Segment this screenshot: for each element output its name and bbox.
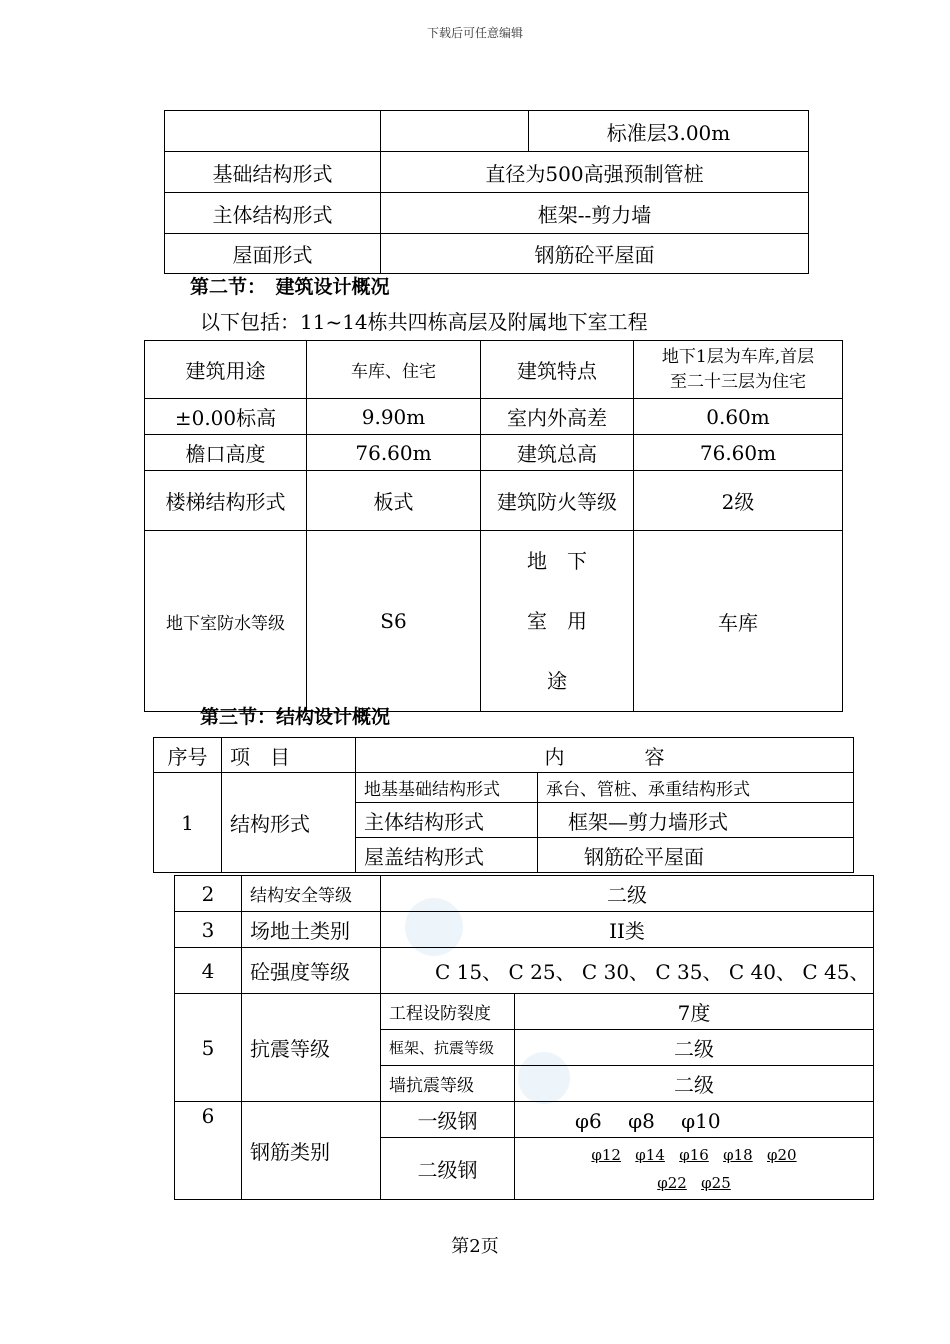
cell-sub-value: 框架—剪力墙形式 xyxy=(538,803,854,838)
cell-no: 4 xyxy=(175,948,242,994)
rebar-line-1: φ12 φ14 φ16 φ18 φ20 xyxy=(591,1145,797,1164)
cell-basement-use-label xyxy=(481,531,634,712)
basement-use-line-3: 途 xyxy=(547,669,567,693)
cell-item: 砼强度等级 xyxy=(242,948,381,994)
cell-stair-label: 楼梯结构形式 xyxy=(145,471,307,531)
table-row xyxy=(154,738,854,773)
cell-feature-label: 建筑特点 xyxy=(481,341,634,399)
table-row xyxy=(145,471,843,531)
header-no: 序号 xyxy=(154,738,222,773)
table-row xyxy=(175,912,874,948)
cell-no: 3 xyxy=(175,912,242,948)
cell-item: 结构形式 xyxy=(222,773,356,873)
cell-sub-label: 框架、抗震等级 xyxy=(381,1030,515,1066)
header-item: 项 目 xyxy=(222,738,356,773)
cell-sub-label: 地基基础结构形式 xyxy=(356,773,538,803)
basement-use-line-2: 室 用 xyxy=(527,609,587,633)
table-row xyxy=(175,948,874,994)
table-architecture xyxy=(144,340,843,712)
cell-height-diff-label: 室内外高差 xyxy=(481,399,634,435)
page-number: 第2页 xyxy=(451,1236,499,1257)
cell-label: 主体结构形式 xyxy=(165,193,381,234)
cell-sub-value xyxy=(515,1138,874,1200)
table-structure-form xyxy=(153,737,854,873)
cell-sub-value: 二级 xyxy=(515,1030,874,1066)
cell-sub-label: 墙抗震等级 xyxy=(381,1066,515,1102)
table-row xyxy=(175,1102,874,1138)
table-row xyxy=(165,111,809,152)
rebar-line-2: φ22 φ25 xyxy=(657,1173,731,1192)
cell-no: 1 xyxy=(154,773,222,873)
cell-total-height: 76.60m xyxy=(634,435,843,471)
table-row xyxy=(175,994,874,1030)
cell-value: 钢筋砼平屋面 xyxy=(381,234,809,274)
table-row xyxy=(145,531,843,712)
table-structure-details xyxy=(174,875,874,1200)
cell-stair: 板式 xyxy=(307,471,481,531)
table-row xyxy=(145,435,843,471)
cell-item: 结构安全等级 xyxy=(242,876,381,912)
cell-sub-label: 一级钢 xyxy=(381,1102,515,1138)
table-row xyxy=(165,152,809,193)
cell-label: 基础结构形式 xyxy=(165,152,381,193)
feature-line-2: 至二十三层为住宅 xyxy=(670,371,806,392)
cell-height-diff: 0.60m xyxy=(634,399,843,435)
header-content: 内 容 xyxy=(356,738,854,773)
cell-label: 屋面形式 xyxy=(165,234,381,274)
cell-value: 直径为500高强预制管桩 xyxy=(381,152,809,193)
cell-building-use: 车库、住宅 xyxy=(307,341,481,399)
section-2-title: 第二节： 建筑设计概况 xyxy=(190,276,390,298)
cell-sub-label: 二级钢 xyxy=(381,1138,515,1200)
cell-value: 框架--剪力墙 xyxy=(381,193,809,234)
cell-total-height-label: 建筑总高 xyxy=(481,435,634,471)
cell-sub-value: 二级 xyxy=(515,1066,874,1102)
cell-sub-label: 主体结构形式 xyxy=(356,803,538,838)
cell-item: 抗震等级 xyxy=(242,994,381,1102)
table-row xyxy=(145,341,843,399)
cell-sub-value: φ6 φ8 φ10 xyxy=(515,1102,874,1138)
cell-sub-value: 钢筋砼平屋面 xyxy=(538,838,854,873)
section-3-title: 第三节：结构设计概况 xyxy=(200,706,391,728)
cell-item: 钢筋类别 xyxy=(242,1102,381,1200)
cell-eave-label: 檐口高度 xyxy=(145,435,307,471)
cell-value: II类 xyxy=(381,912,874,948)
table-row xyxy=(165,193,809,234)
cell-building-use-label: 建筑用途 xyxy=(145,341,307,399)
feature-line-1: 地下1层为车库,首层 xyxy=(661,346,815,367)
table-row xyxy=(165,234,809,274)
cell-sub-value: 7度 xyxy=(515,994,874,1030)
table-basic-structure xyxy=(164,110,809,274)
cell-no: 5 xyxy=(175,994,242,1102)
cell-no: 2 xyxy=(175,876,242,912)
header-note: 下载后可任意编辑 xyxy=(426,26,523,40)
cell-value: C 15、 C 25、 C 30、 C 35、 C 40、 C 45、 xyxy=(381,948,874,994)
cell-eave: 76.60m xyxy=(307,435,481,471)
cell-feature xyxy=(634,341,843,399)
cell-basement-use: 车库 xyxy=(634,531,843,712)
table-row xyxy=(154,773,854,803)
cell-sub-label: 屋盖结构形式 xyxy=(356,838,538,873)
basement-use-line-1: 地 下 xyxy=(527,549,587,573)
cell-fire-label: 建筑防火等级 xyxy=(481,471,634,531)
cell-standard-floor: 标准层3.00m xyxy=(529,111,809,152)
cell-elevation: 9.90m xyxy=(307,399,481,435)
table-row xyxy=(145,399,843,435)
cell-fire: 2级 xyxy=(634,471,843,531)
section-2-intro: 以下包括：11~14栋共四栋高层及附属地下室工程 xyxy=(200,310,648,334)
cell-sub-value: 承台、管桩、承重结构形式 xyxy=(538,773,854,803)
cell-sub-label: 工程设防裂度 xyxy=(381,994,515,1030)
cell-waterproof-label: 地下室防水等级 xyxy=(145,531,307,712)
cell-item: 场地土类别 xyxy=(242,912,381,948)
cell-waterproof: S6 xyxy=(307,531,481,712)
cell-no: 6 xyxy=(175,1102,242,1200)
cell-elevation-label: ±0.00标高 xyxy=(145,399,307,435)
cell-value: 二级 xyxy=(381,876,874,912)
table-row xyxy=(175,876,874,912)
